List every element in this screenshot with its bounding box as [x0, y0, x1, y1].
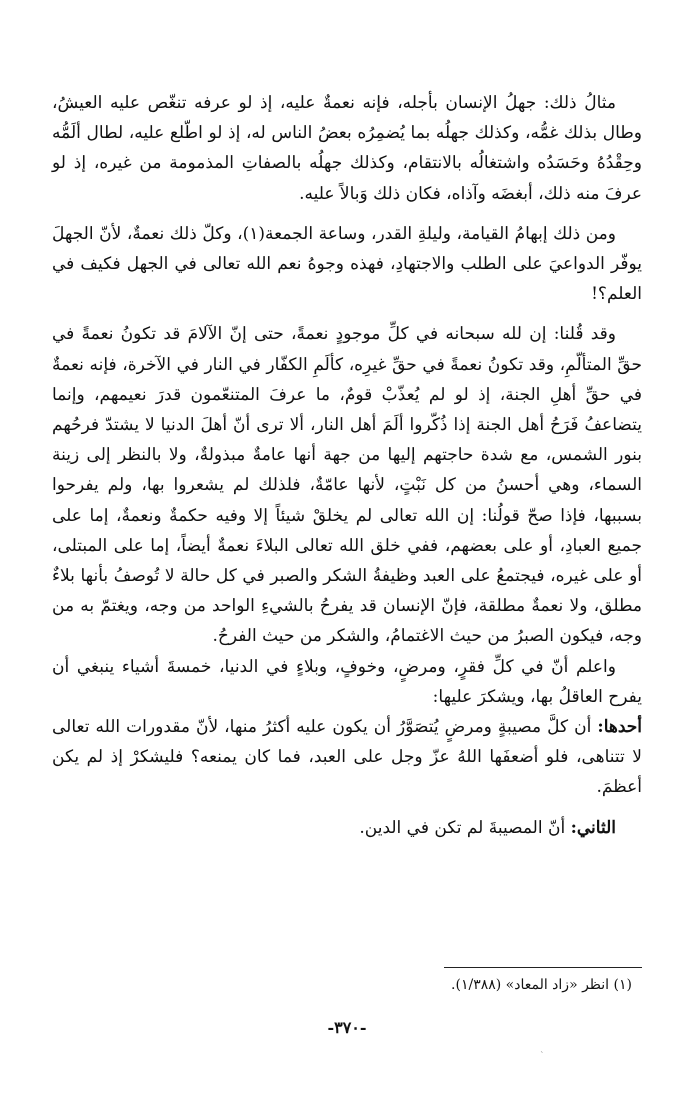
- paragraph-6: [52, 813, 642, 843]
- paragraph-text: أن كلَّ مصيبةٍ ومرضٍ يُتصَوَّرُ أن يكون عليه أكثرُ منها، لأنّ مقدورات الله تعالى لا تتناهى، فلو أضعفَها اللهُ عزّ وجل على العبد، فما كان يمنعه؟ فليشكرْ إذ لم يكن أعظمَ.: [52, 717, 642, 798]
- page-number: -٣٧٠-: [327, 1018, 367, 1037]
- paragraph-text: وقد قُلنا: إن لله سبحانه في كلِّ موجودٍ نعمةً، حتى إنّ الآلامَ قد تكونُ نعمةً في حقِّ المتألّمِ، وقد تكونُ نعمةً في حقِّ غيرِه، كألَمِ الكفّار في النار في الآخرة، فإنه نعمةٌ في حقِّ أهلِ الجنة، إذ لو لم يُعذّبْ قومٌ، ما عرفَ المتنعّمون قدرَ نعيمهم، وإنما يتضاعفُ فَرَحُ أهل الجنة إذا ذُكّروا ألَمَ أهل النار، ألا ترى أنّ أهلَ الدنيا لا يشتدّ فرحُهم بنور الشمس، مع شدة حاجتهم إليها من جهة أنها عامةٌ مبذولةٌ، ولا بالنظر إلى زينة السماء، وهي أحسنُ من كل نَبْتٍ، لأنها عامّةٌ، فلذلك لم يشعروا بها، ولم يفرحوا بسببها، فإذا صحّ قولُنا: إن الله تعالى لم يخلقْ شيئاً إلا وفيه حكمةٌ ونعمةٌ، إما على جميع العبادِ، أو على بعضهم، ففي خلق الله تعالى البلاءَ نعمةٌ أيضاً، إما على المبتلى، أو على غيره، فيجتمعُ على العبد وظيفةُ الشكر والصبر في كل حالة لا تُوصفُ بأنها بلاءٌ مطلق، ولا نعمةٌ مطلقة، فإنّ الإنسان قد يفرحُ بالشيءِ الواحد من وجه، ويغتمّ به من وجه، فيكون الصبرُ من حيث الاغتمامُ، والشكر من حيث الفرحُ.: [52, 324, 642, 647]
- paragraph-5: [52, 712, 642, 803]
- paragraph-text: واعلم أنّ في كلِّ فقرٍ، ومرضٍ، وخوفٍ، وبلاءٍ في الدنيا، خمسةَ أشياء ينبغي أن يفرح العاقلُ بها، ويشكرَ عليها:: [52, 656, 642, 707]
- paragraph-text: أنّ المصيبةَ لم تكن في الدين.: [359, 817, 566, 838]
- paragraph-3: [52, 319, 642, 651]
- paragraph-4: [52, 652, 642, 712]
- paragraph-lead: الثاني:: [570, 817, 616, 838]
- paragraph-text: مثالُ ذلك: جهلُ الإنسان بأجله، فإنه نعمةٌ عليه، إذ لو عرفه تنغّص عليه العيشُ، وطال بذلك غمُّه، وكذلك جهلُه بما يُضمِرُه بعضُ الناس له، إذ لو اطّلع عليه، لطال ألَمُّه وحِقْدُهُ وحَسَدُه واشتغالُه بالانتقام، وكذلك جهلُه بالصفاتِ المذمومة من غيره، إذ لو عرفَ منه ذلك، أبغضَه وآذاه، فكان ذلك وَبالاً عليه.: [52, 93, 642, 204]
- paragraph-text: ومن ذلك إبهامُ القيامة، وليلةِ القدر، وساعة الجمعة(١)، وكلّ ذلك نعمةٌ، لأنّ الجهلَ يوفّر الدواعيَ على الطلب والاجتهادِ، فهذه وجوهُ نعم الله تعالى في الجهل فكيف في العلم؟!: [52, 223, 642, 305]
- footnote: (١) انظر «زاد المعاد» (١/٣٨٨).: [451, 977, 632, 993]
- footnote-divider: [444, 967, 642, 968]
- body-text: [52, 88, 642, 843]
- scan-speck: `: [540, 1052, 545, 1062]
- paragraph-2: [52, 219, 642, 310]
- paragraph-1: [52, 88, 642, 209]
- paragraph-lead: أحدها:: [597, 717, 642, 738]
